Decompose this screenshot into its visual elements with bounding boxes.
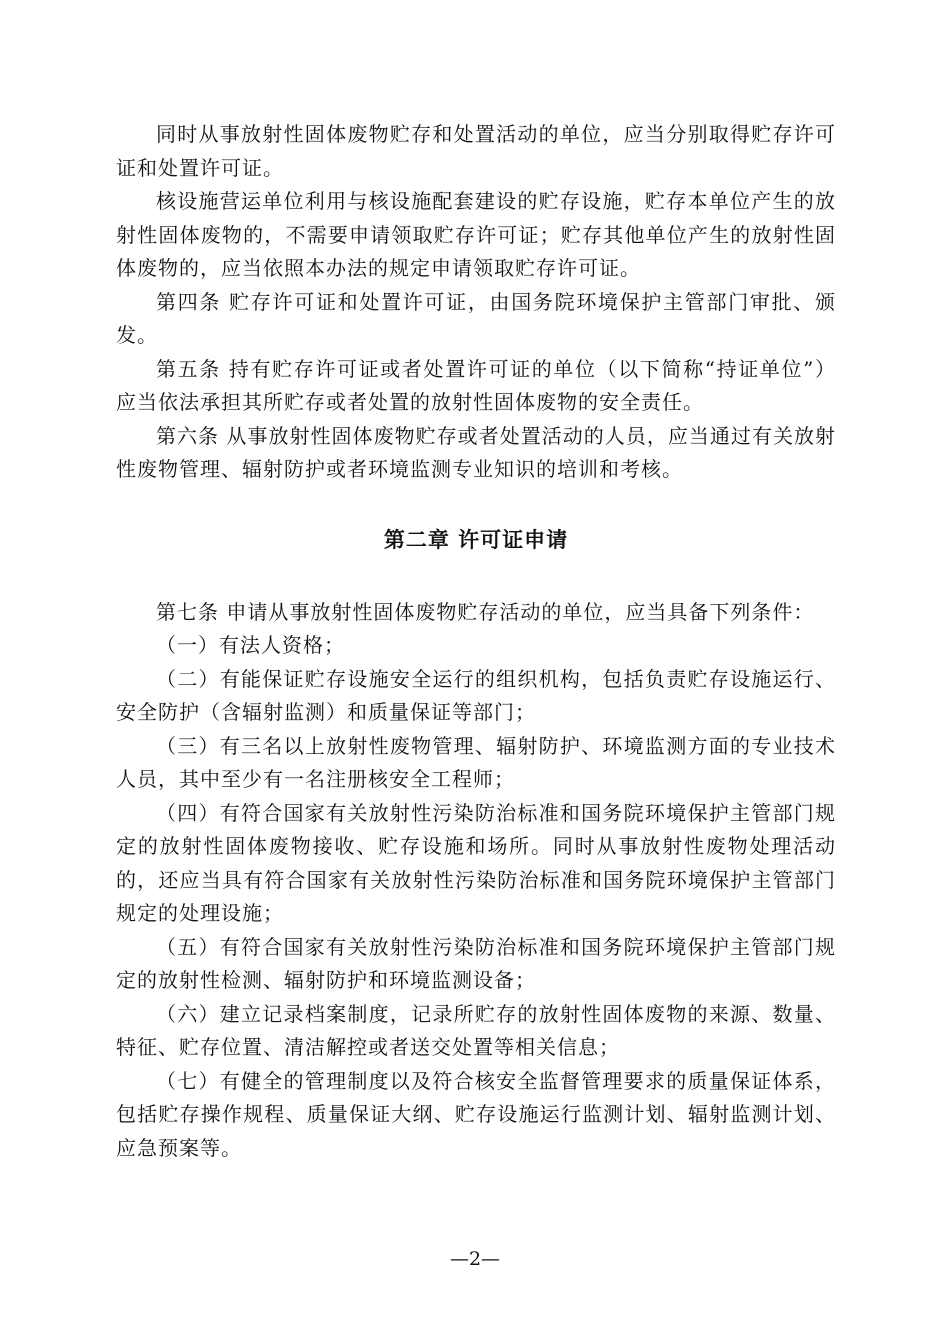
page-number: —2— xyxy=(449,1248,501,1270)
condition-item: （二）有能保证贮存设施安全运行的组织机构，包括负责贮存设施运行、安全防护（含辐射监测）和质量保证等部门； xyxy=(116,666,836,724)
article-5: 第五条 持有贮存许可证或者处置许可证的单位（以下简称“持证单位”）应当依法承担其所贮存或者处置的放射性固体废物的安全责任。 xyxy=(116,356,836,414)
condition-item: （一）有法人资格； xyxy=(156,633,345,657)
chapter-heading: 第二章 许可证申请 xyxy=(383,527,569,552)
condition-item: （七）有健全的管理制度以及符合核安全监督管理要求的质量保证体系，包括贮存操作规程、质量保证大纲、贮存设施运行监测计划、辐射监测计划、应急预案等。 xyxy=(116,1068,836,1160)
condition-item: （五）有符合国家有关放射性污染防治标准和国务院环境保护主管部门规定的放射性检测、辐射防护和环境监测设备； xyxy=(116,934,836,992)
article-6: 第六条 从事放射性固体废物贮存或者处置活动的人员，应当通过有关放射性废物管理、辐射防护或者环境监测专业知识的培训和考核。 xyxy=(116,423,836,481)
paragraph: 同时从事放射性固体废物贮存和处置活动的单位，应当分别取得贮存许可证和处置许可证。 xyxy=(116,122,836,180)
condition-item: （三）有三名以上放射性废物管理、辐射防护、环境监测方面的专业技术人员，其中至少有一名注册核安全工程师； xyxy=(116,733,836,791)
condition-item: （四）有符合国家有关放射性污染防治标准和国务院环境保护主管部门规定的放射性固体废物接收、贮存设施和场所。同时从事放射性废物处理活动的，还应当具有符合国家有关放射性污染防治标准和国务院环境保护主管部门规定的处理设施； xyxy=(116,800,836,925)
article-7: 第七条 申请从事放射性固体废物贮存活动的单位，应当具备下列条件： xyxy=(156,599,815,624)
condition-item: （六）建立记录档案制度，记录所贮存的放射性固体废物的来源、数量、特征、贮存位置、清洁解控或者送交处置等相关信息； xyxy=(116,1001,836,1059)
document-body xyxy=(116,118,836,1165)
article-4: 第四条 贮存许可证和处置许可证，由国务院环境保护主管部门审批、颁发。 xyxy=(116,289,836,347)
paragraph: 核设施营运单位利用与核设施配套建设的贮存设施，贮存本单位产生的放射性固体废物的，不需要申请领取贮存许可证；贮存其他单位产生的放射性固体废物的，应当依照本办法的规定申请领取贮存许可证。 xyxy=(116,189,836,280)
